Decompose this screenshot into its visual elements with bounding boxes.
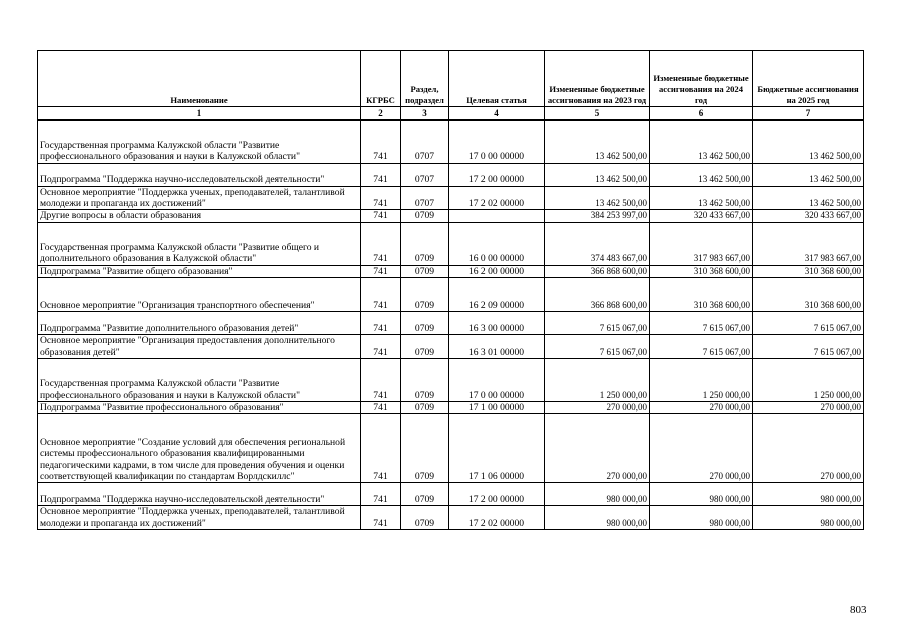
row-amount-2024: 7 615 067,00 <box>650 312 753 335</box>
row-name: Основное мероприятие "Поддержка ученых, преподавателей, талантливой молодежи и пропаганда их достижений" <box>38 506 361 530</box>
row-amount-2023: 980 000,00 <box>545 506 650 530</box>
row-section: 0709 <box>401 210 449 222</box>
row-name: Государственная программа Калужской области "Развитие профессионального образования и науки в Калужской области" <box>38 120 361 163</box>
row-target: 17 2 00 00000 <box>449 483 545 506</box>
row-amount-2024: 310 368 600,00 <box>650 265 753 277</box>
row-name: Подпрограмма "Развитие профессионального образования" <box>38 401 361 413</box>
table-row <box>38 210 864 222</box>
row-amount-2025: 310 368 600,00 <box>753 278 864 312</box>
row-target: 16 3 01 00000 <box>449 335 545 359</box>
table-row <box>38 414 864 483</box>
table-row <box>38 163 864 186</box>
row-amount-2024: 7 615 067,00 <box>650 335 753 359</box>
col-number: 7 <box>753 107 864 121</box>
budget-sheet <box>37 50 863 530</box>
table-row <box>38 120 864 163</box>
row-amount-2024: 270 000,00 <box>650 401 753 413</box>
row-name: Подпрограмма "Поддержка научно-исследовательской деятельности" <box>38 483 361 506</box>
table-row <box>38 358 864 401</box>
header-2023: Измененные бюджетные ассигнования на 2023 год <box>545 51 650 107</box>
table-row <box>38 222 864 265</box>
col-number: 5 <box>545 107 650 121</box>
row-target: 17 2 00 00000 <box>449 163 545 186</box>
row-kgrbs: 741 <box>361 414 401 483</box>
row-section: 0709 <box>401 278 449 312</box>
row-section: 0709 <box>401 401 449 413</box>
row-section: 0709 <box>401 312 449 335</box>
row-amount-2024: 320 433 667,00 <box>650 210 753 222</box>
row-amount-2023: 7 615 067,00 <box>545 312 650 335</box>
row-section: 0709 <box>401 335 449 359</box>
row-amount-2023: 980 000,00 <box>545 483 650 506</box>
row-name: Подпрограмма "Развитие общего образования" <box>38 265 361 277</box>
row-amount-2024: 13 462 500,00 <box>650 186 753 210</box>
row-kgrbs: 741 <box>361 210 401 222</box>
row-section: 0709 <box>401 414 449 483</box>
row-amount-2024: 13 462 500,00 <box>650 163 753 186</box>
row-section: 0707 <box>401 186 449 210</box>
row-amount-2024: 980 000,00 <box>650 483 753 506</box>
row-target: 17 2 02 00000 <box>449 506 545 530</box>
page-number: 803 <box>850 604 867 616</box>
row-amount-2023: 13 462 500,00 <box>545 163 650 186</box>
row-kgrbs: 741 <box>361 186 401 210</box>
row-amount-2024: 980 000,00 <box>650 506 753 530</box>
row-amount-2023: 270 000,00 <box>545 401 650 413</box>
col-number: 4 <box>449 107 545 121</box>
header-section: Раздел, подраздел <box>401 51 449 107</box>
row-name: Подпрограмма "Поддержка научно-исследовательской деятельности" <box>38 163 361 186</box>
row-section: 0709 <box>401 483 449 506</box>
row-name: Государственная программа Калужской области "Развитие профессионального образования и науки в Калужской области" <box>38 358 361 401</box>
table-body <box>38 120 864 530</box>
row-target: 16 2 00 00000 <box>449 265 545 277</box>
col-number: 6 <box>650 107 753 121</box>
row-kgrbs: 741 <box>361 265 401 277</box>
table-row <box>38 335 864 359</box>
row-name: Другие вопросы в области образования <box>38 210 361 222</box>
row-amount-2023: 13 462 500,00 <box>545 120 650 163</box>
row-amount-2024: 317 983 667,00 <box>650 222 753 265</box>
row-section: 0707 <box>401 120 449 163</box>
row-target: 16 3 00 00000 <box>449 312 545 335</box>
row-kgrbs: 741 <box>361 483 401 506</box>
row-name: Основное мероприятие "Организация предоставления дополнительного образования детей" <box>38 335 361 359</box>
row-amount-2025: 13 462 500,00 <box>753 120 864 163</box>
row-target: 17 1 00 00000 <box>449 401 545 413</box>
row-amount-2023: 1 250 000,00 <box>545 358 650 401</box>
row-amount-2024: 310 368 600,00 <box>650 278 753 312</box>
row-amount-2023: 13 462 500,00 <box>545 186 650 210</box>
row-amount-2025: 7 615 067,00 <box>753 335 864 359</box>
row-target: 17 0 00 00000 <box>449 358 545 401</box>
header-2025: Бюджетные ассигнования на 2025 год <box>753 51 864 107</box>
header-target: Целевая статья <box>449 51 545 107</box>
row-amount-2025: 270 000,00 <box>753 414 864 483</box>
table-row <box>38 278 864 312</box>
row-amount-2025: 7 615 067,00 <box>753 312 864 335</box>
row-section: 0709 <box>401 358 449 401</box>
row-name: Основное мероприятие "Поддержка ученых, преподавателей, талантливой молодежи и пропаганда их достижений" <box>38 186 361 210</box>
row-section: 0707 <box>401 163 449 186</box>
row-amount-2025: 270 000,00 <box>753 401 864 413</box>
row-amount-2025: 1 250 000,00 <box>753 358 864 401</box>
row-target: 17 0 00 00000 <box>449 120 545 163</box>
row-amount-2025: 980 000,00 <box>753 483 864 506</box>
table-row <box>38 483 864 506</box>
row-amount-2023: 270 000,00 <box>545 414 650 483</box>
budget-table <box>37 50 864 530</box>
table-row <box>38 265 864 277</box>
column-number-row <box>38 107 864 121</box>
row-kgrbs: 741 <box>361 506 401 530</box>
row-amount-2025: 310 368 600,00 <box>753 265 864 277</box>
row-section: 0709 <box>401 506 449 530</box>
row-amount-2024: 270 000,00 <box>650 414 753 483</box>
row-amount-2024: 13 462 500,00 <box>650 120 753 163</box>
row-amount-2025: 13 462 500,00 <box>753 186 864 210</box>
row-target: 17 2 02 00000 <box>449 186 545 210</box>
row-section: 0709 <box>401 222 449 265</box>
row-target: 17 1 06 00000 <box>449 414 545 483</box>
row-amount-2025: 320 433 667,00 <box>753 210 864 222</box>
table-row <box>38 312 864 335</box>
row-amount-2025: 317 983 667,00 <box>753 222 864 265</box>
row-name: Основное мероприятие "Создание условий для обеспечения региональной системы профессионального образования квалифицированными педагогическими кадрами, в том числе для проведения обучения и оценки соответствующей квалификации по стандартам Ворлдскиллс" <box>38 414 361 483</box>
row-kgrbs: 741 <box>361 358 401 401</box>
col-number: 3 <box>401 107 449 121</box>
row-target <box>449 210 545 222</box>
col-number: 1 <box>38 107 361 121</box>
row-kgrbs: 741 <box>361 222 401 265</box>
header-name: Наименование <box>38 51 361 107</box>
row-name: Государственная программа Калужской области "Развитие общего и дополнительного образования в Калужской области" <box>38 222 361 265</box>
row-amount-2023: 366 868 600,00 <box>545 265 650 277</box>
table-row <box>38 401 864 413</box>
header-row <box>38 51 864 107</box>
row-target: 16 0 00 00000 <box>449 222 545 265</box>
header-2024: Измененные бюджетные ассигнования на 2024 год <box>650 51 753 107</box>
row-amount-2025: 13 462 500,00 <box>753 163 864 186</box>
row-kgrbs: 741 <box>361 120 401 163</box>
row-amount-2023: 374 483 667,00 <box>545 222 650 265</box>
row-name: Основное мероприятие "Организация транспортного обеспечения" <box>38 278 361 312</box>
row-target: 16 2 09 00000 <box>449 278 545 312</box>
row-kgrbs: 741 <box>361 163 401 186</box>
row-kgrbs: 741 <box>361 312 401 335</box>
row-kgrbs: 741 <box>361 335 401 359</box>
table-row <box>38 186 864 210</box>
row-kgrbs: 741 <box>361 401 401 413</box>
row-section: 0709 <box>401 265 449 277</box>
header-kgrbs: КГРБС <box>361 51 401 107</box>
row-kgrbs: 741 <box>361 278 401 312</box>
row-amount-2023: 366 868 600,00 <box>545 278 650 312</box>
row-amount-2024: 1 250 000,00 <box>650 358 753 401</box>
col-number: 2 <box>361 107 401 121</box>
row-amount-2025: 980 000,00 <box>753 506 864 530</box>
row-amount-2023: 7 615 067,00 <box>545 335 650 359</box>
table-row <box>38 506 864 530</box>
row-amount-2023: 384 253 997,00 <box>545 210 650 222</box>
row-name: Подпрограмма "Развитие дополнительного образования детей" <box>38 312 361 335</box>
